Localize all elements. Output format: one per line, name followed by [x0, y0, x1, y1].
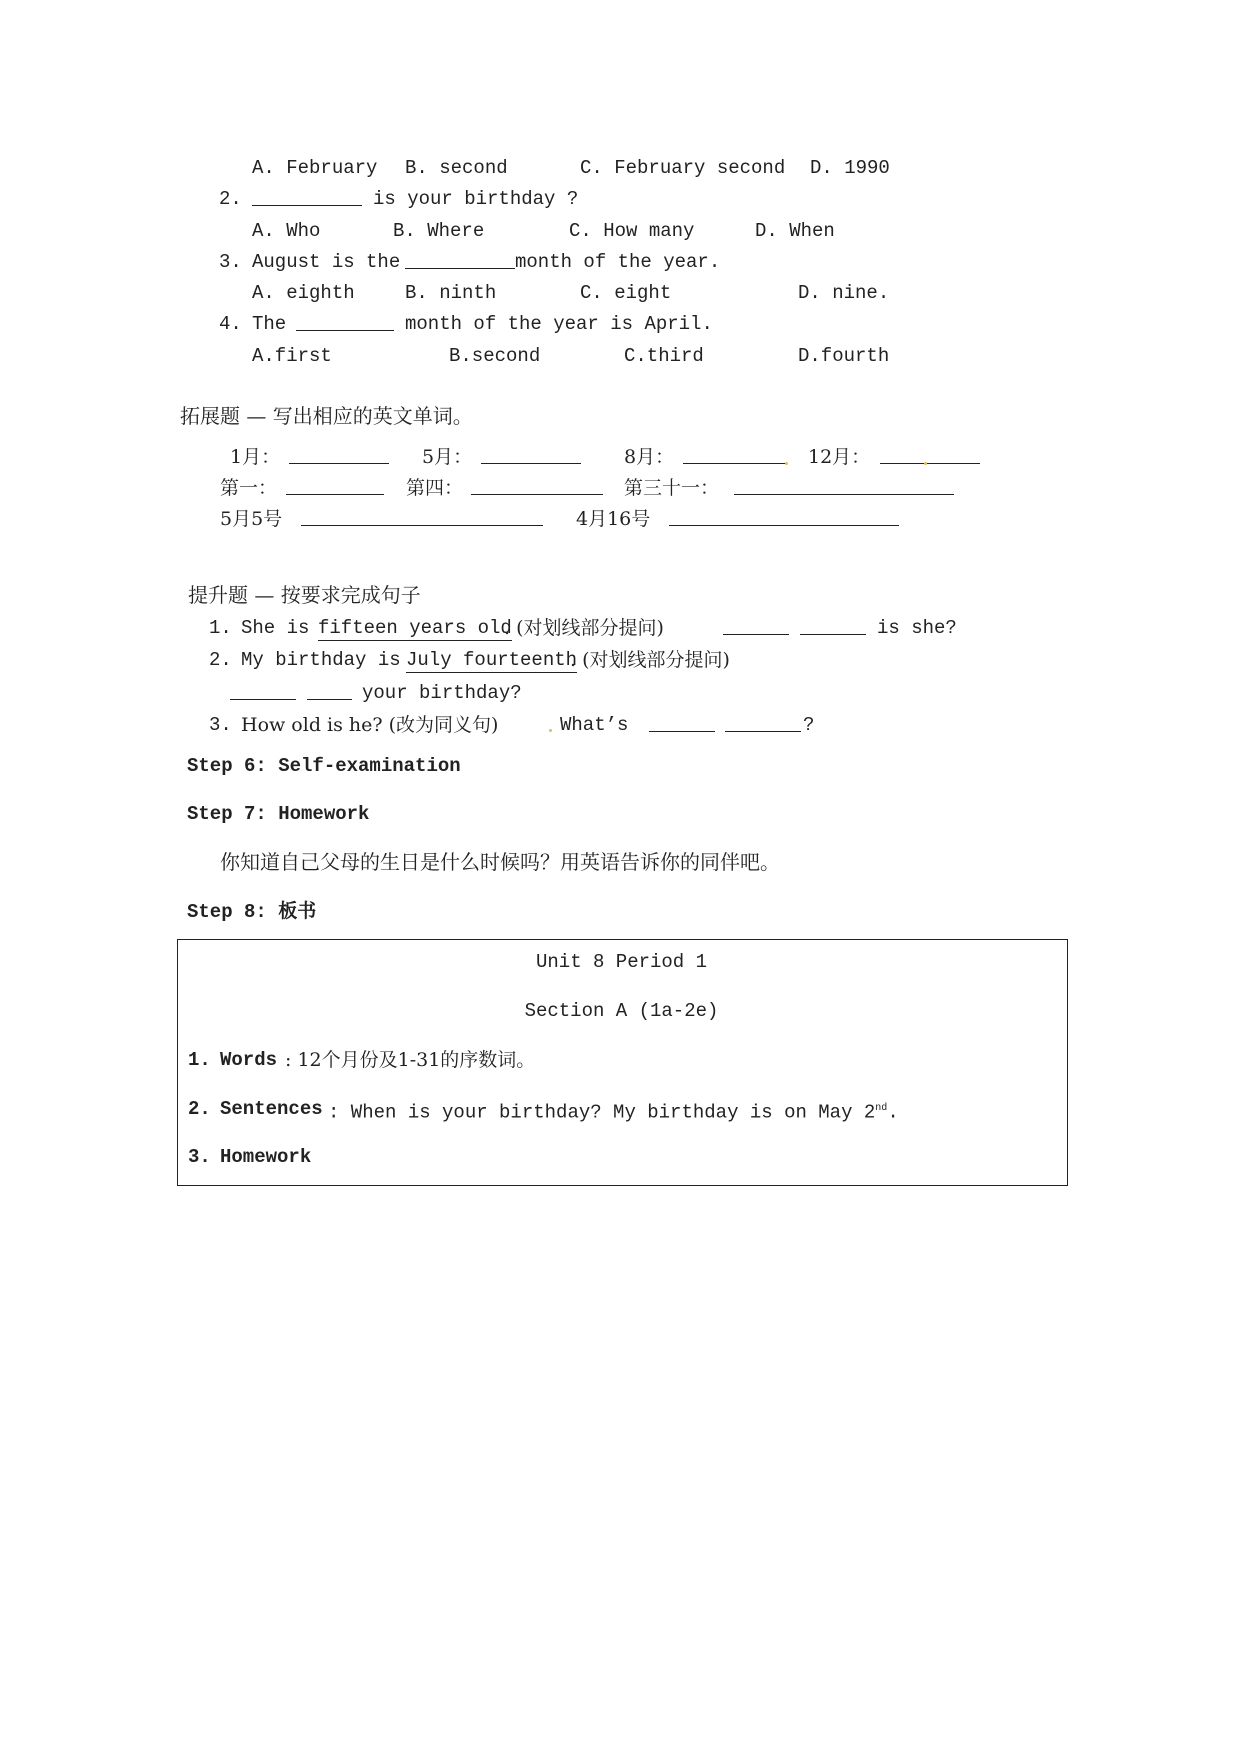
s1-tail: is she? [877, 617, 957, 639]
expand-may5-label: 5月5号 [220, 508, 283, 530]
s2-underlined: July fourteenth [406, 649, 578, 671]
q3-option-c: C. eight [580, 282, 672, 304]
stray-mark [785, 462, 788, 465]
board-item3-label: Homework [220, 1146, 312, 1168]
stray-mark [924, 462, 927, 465]
expand-apr16-blank[interactable] [669, 507, 899, 526]
q4-option-c: C.third [624, 345, 704, 367]
step6-heading: Step 6: Self-examination [187, 755, 461, 777]
board-item2-number: 2. [188, 1098, 211, 1120]
expand-dec-label: 12月： [808, 446, 871, 468]
q2-blank[interactable] [252, 187, 362, 206]
expand-heading: 拓展题 — 写出相应的英文单词。 [180, 404, 473, 428]
q2-number: 2. [219, 188, 242, 210]
s1-blank-2[interactable] [800, 616, 866, 635]
stray-mark [549, 729, 552, 732]
q4-line [296, 312, 394, 338]
board-item1-label: Words [220, 1049, 278, 1071]
q2-option-c: C. How many [569, 220, 695, 242]
q4-option-b: B.second [449, 345, 541, 367]
q3-option-a: A. eighth [252, 282, 355, 304]
expand-aug-blank[interactable] [683, 445, 787, 464]
q4-pre: The [252, 313, 287, 335]
expand-may-label: 5月： [422, 446, 473, 468]
expand-fourth-label: 第四： [406, 477, 464, 499]
expand-fourth-blank[interactable] [471, 476, 603, 495]
s2-number: 2. [209, 649, 232, 671]
board-subtitle: Section A (1a-2e) [524, 1000, 719, 1022]
q2-line [252, 187, 362, 213]
q3-line [405, 250, 515, 276]
expand-may-blank[interactable] [481, 445, 581, 464]
s1-pre: She is [241, 617, 310, 639]
q1-option-c: C. February second [580, 157, 786, 179]
improve-heading: 提升题 — 按要求完成句子 [188, 583, 421, 607]
board-item2-end: . [887, 1101, 899, 1124]
s2-line2: your birthday? [362, 682, 522, 704]
q3-post: month of the year. [515, 251, 721, 273]
board-item3-number: 3. [188, 1146, 211, 1168]
board-item1-text: : 12个月份及1-31的序数词。 [285, 1049, 536, 1071]
s3-blank-1[interactable] [649, 713, 715, 732]
s1-blank-1[interactable] [723, 616, 789, 635]
s2-blank-1[interactable] [230, 681, 296, 700]
s2-pre: My birthday is [241, 649, 401, 671]
q4-post: month of the year is April. [405, 313, 713, 335]
expand-aug-label: 8月： [624, 446, 675, 468]
expand-dec-blank[interactable] [880, 445, 980, 464]
s1-underlined: fifteen years old [318, 617, 512, 639]
board-item1-number: 1. [188, 1049, 211, 1071]
q1-option-a: A. February [252, 157, 378, 179]
s2-blank-2[interactable] [307, 681, 352, 700]
q2-option-a: A. Who [252, 220, 321, 242]
q2-option-d: D. When [755, 220, 835, 242]
expand-may5-blank[interactable] [301, 507, 543, 526]
q1-option-b: B. second [405, 157, 508, 179]
q4-option-a: A.first [252, 345, 332, 367]
expand-thirtyfirst-label: 第三十一： [624, 477, 720, 499]
q3-number: 3. [219, 251, 242, 273]
q3-pre: August is the [252, 251, 401, 273]
board-item2-text: : When is your birthday? My birthday is on May 2 [328, 1101, 876, 1124]
q4-blank[interactable] [296, 312, 394, 331]
q3-option-d: D. nine. [798, 282, 890, 304]
s1-post: . (对划线部分提问) [504, 617, 664, 639]
q3-blank[interactable] [405, 250, 515, 269]
board-title: Unit 8 Period 1 [535, 951, 708, 973]
expand-apr16-label: 4月16号 [576, 508, 651, 530]
expand-jan-blank[interactable] [289, 445, 389, 464]
s1-number: 1. [209, 617, 232, 639]
homework-text: 你知道自己父母的生日是什么时候吗？用英语告诉你的同伴吧。 [220, 850, 780, 874]
q4-option-d: D.fourth [798, 345, 890, 367]
q2-text: is your birthday ? [373, 188, 579, 210]
s3-blank-2[interactable] [725, 713, 801, 732]
q3-option-b: B. ninth [405, 282, 497, 304]
s3-text: How old is he? (改为同义句) [241, 714, 499, 736]
q4-number: 4. [219, 313, 242, 335]
expand-first-blank[interactable] [286, 476, 384, 495]
expand-thirtyfirst-blank[interactable] [734, 476, 954, 495]
s2-post: . (对划线部分提问) [570, 649, 730, 671]
step8-heading: Step 8: 板书 [187, 901, 317, 923]
q2-option-b: B. Where [393, 220, 485, 242]
expand-jan-label: 1月： [230, 446, 281, 468]
s3-mid: What’s [560, 714, 629, 736]
step7-heading: Step 7: Homework [187, 803, 370, 825]
s3-tail: ? [803, 714, 815, 736]
board-item2-line [328, 1097, 899, 1124]
board-item2-label: Sentences [220, 1098, 323, 1120]
s3-number: 3. [209, 714, 232, 736]
q1-option-d: D. 1990 [810, 157, 890, 179]
board-item2-sup: nd [875, 1103, 888, 1114]
expand-first-label: 第一： [220, 477, 278, 499]
